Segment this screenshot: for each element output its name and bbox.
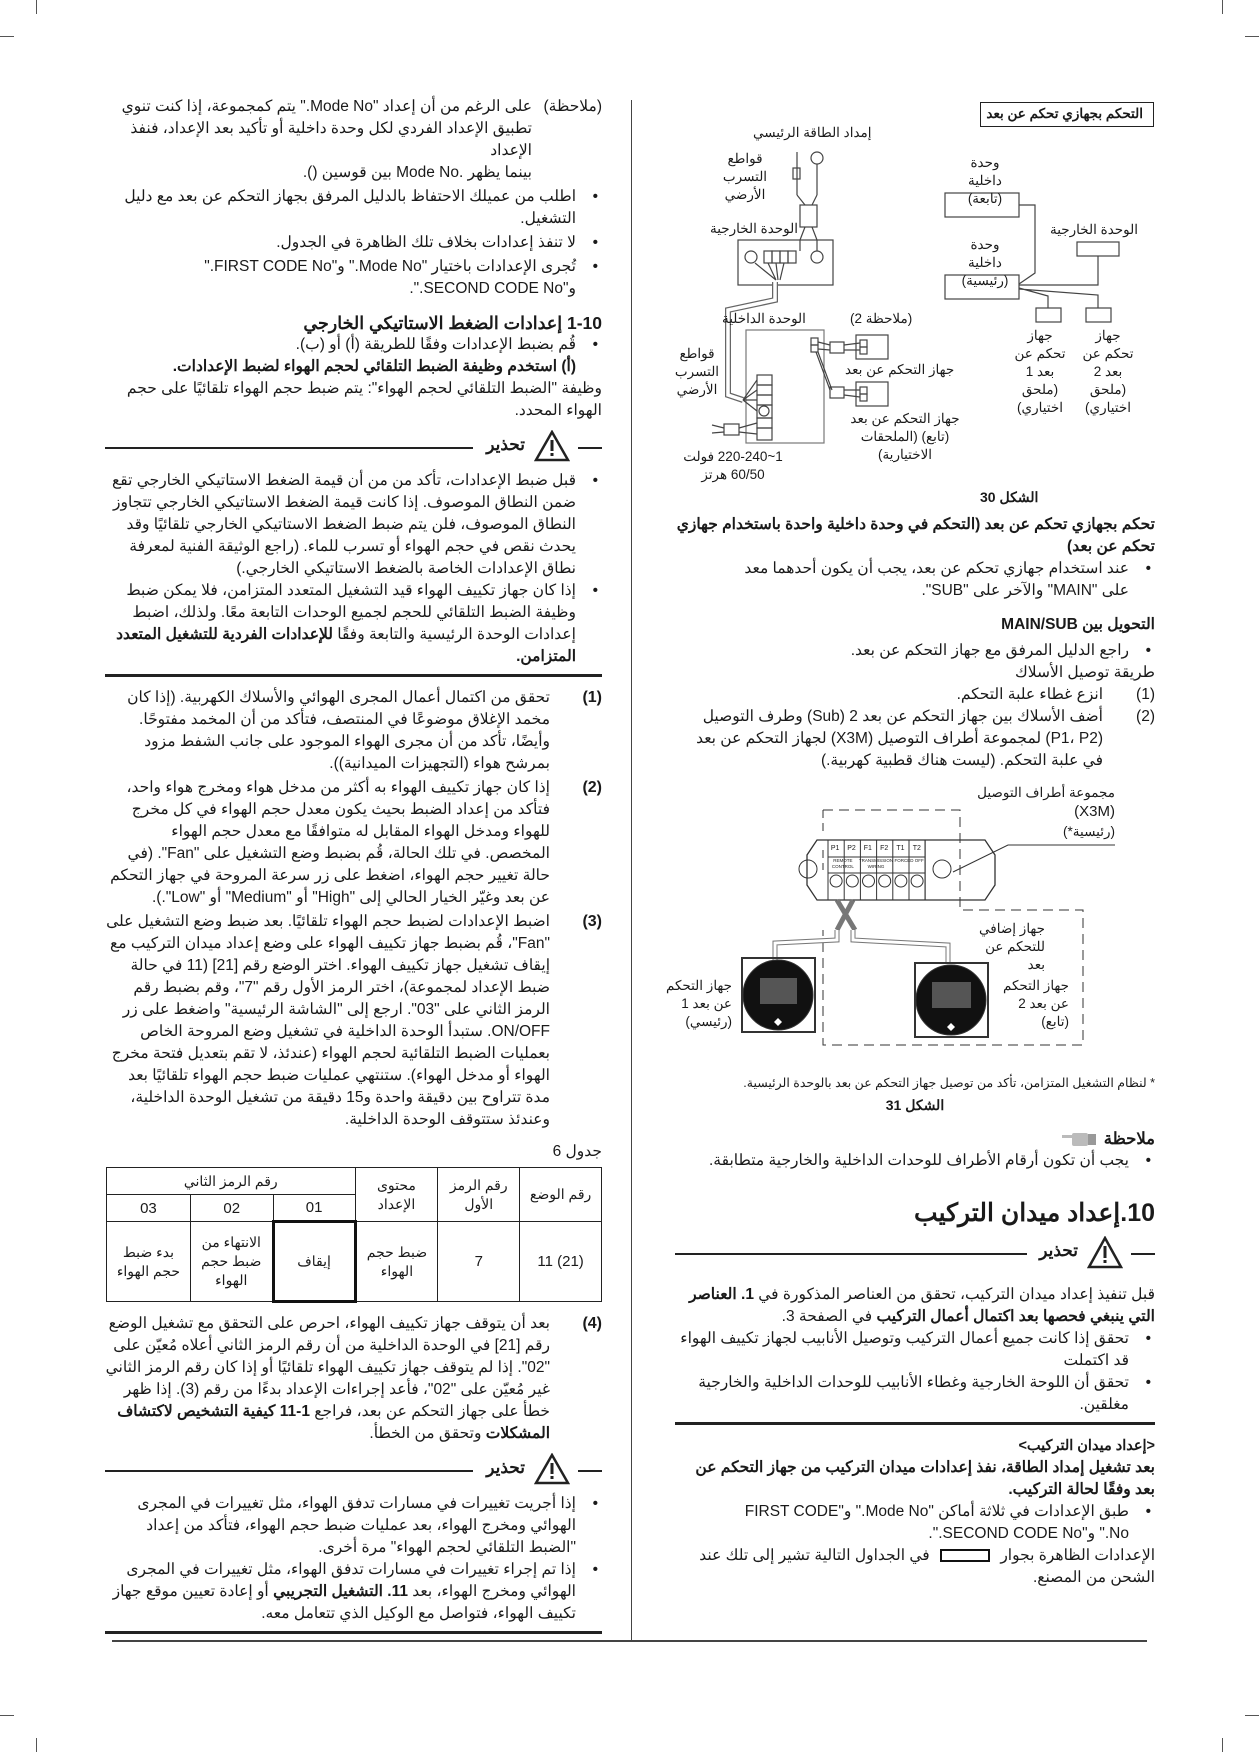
- bullet: • اطلب من عميلك الاحتفاظ بالدليل المرفق بجهاز التحكم عن بعد مع دليل التشغيل.: [105, 186, 602, 230]
- terminal-groups: [827, 858, 925, 870]
- warning-label: تحذير: [486, 1458, 525, 1477]
- text: إذا تم إجراء تغييرات في مسارات تدفق الهواء، مثل تغييرات في المجرى الهوائي ومخرج الهواء، بعد: [126, 1561, 576, 1600]
- bullet: • تُجرى الإعدادات باختيار "Mode No." و"FIRST CODE No." و"SECOND CODE No.".: [105, 256, 602, 300]
- label-main-star: (رئيسية*): [1063, 824, 1115, 839]
- th-second-code: رقم الرمز الثاني: [107, 1168, 356, 1195]
- terminal-screw: [911, 875, 923, 887]
- check-bullet: • تحقق أن اللوحة الخارجية وغطاء الأنابيب للوحدات الداخلية والخارجية مغلقين.: [675, 1372, 1155, 1416]
- label-rc2: جهاز التحكم عن بعد 2 (تابع): [1002, 978, 1069, 1029]
- text: في الصفحة 3.: [781, 1308, 877, 1325]
- td-first-code: 7: [438, 1222, 520, 1302]
- terminal-strip: [827, 843, 925, 855]
- terminal-p2: P2: [847, 845, 856, 852]
- field-setting-instruction: بعد تشغيل إمداد الطاقة، نفذ إعدادات ميدان التركيب من جهاز التحكم عن بعد وفقًا لحالة التركيب.: [695, 1459, 1155, 1498]
- crop-mark: [1222, 1738, 1223, 1752]
- step-text: وتحقق من الخطأ.: [369, 1425, 486, 1442]
- bold-text: 11. التشغيل التجريبي: [273, 1583, 408, 1600]
- left-column: [105, 96, 602, 1644]
- right-column: [665, 514, 1155, 1589]
- warning-bullet: [105, 1559, 602, 1625]
- step-link: 1-11 كيفية التشخيص لاكتشاف المشكلات: [117, 1403, 550, 1442]
- crop-mark: [0, 36, 14, 37]
- step-text: انزع غطاء علبة التحكم.: [956, 686, 1103, 703]
- group-transmission: TRANSMISSION WIRING: [858, 858, 894, 869]
- note-bullet: • يجب أن تكون أرقام الأطراف للوحدات الداخلية والخارجية متطابقة.: [675, 1150, 1155, 1172]
- step-number: (3): [582, 913, 602, 930]
- warning-header: [105, 1453, 602, 1487]
- box-title: التحكم بجهازي تحكم عن بعد: [980, 102, 1154, 127]
- step-2: [105, 777, 602, 909]
- terminal-f2: F2: [880, 845, 889, 852]
- bullet: • طبق الإعدادات في ثلاثة أماكن "Mode No." و"FIRST CODE No." و"SECOND CODE No.".: [675, 1501, 1155, 1545]
- label-terminal-group: مجموعة أطراف التوصيل: [977, 785, 1115, 800]
- step-text: أضف الأسلاك بين جهاز التحكم عن بعد 2 (Sub) وطرف التوصيل (P1، P2) لمجموعة أطراف التوصيل (X3M) لجهاز التحكم عن بعد في علبة التحكم. (ليست هناك قطبية كهربية.): [696, 708, 1103, 769]
- warning-bullet: [105, 580, 602, 668]
- method-a-desc: وظيفة "الضبط التلقائي لحجم الهواء": يتم ضبط حجم الهواء تلقائيًا على حجم الهواء المحدد.: [126, 380, 602, 419]
- table-caption: جدول 6: [552, 1143, 602, 1160]
- td-mode: 11 (21): [520, 1222, 602, 1302]
- label-main-power: إمداد الطاقة الرئيسي: [753, 125, 872, 140]
- label-power-spec: 1~220-240 فولت 60/50 هرتز: [683, 449, 783, 482]
- step-4: [105, 1313, 602, 1445]
- warning-header: [675, 1236, 1155, 1270]
- terminal-f1: F1: [863, 845, 872, 852]
- section-heading-10: 10.إعداد ميدان التركيب: [914, 1199, 1155, 1227]
- th-first-code: رقم الرمز الأول: [438, 1168, 520, 1222]
- step-text: بعد أن يتوقف جهاز تكييف الهواء، احرص على التحقق مع تشغيل الوضع رقم [21] في الوحدة الداخلية من أن رقم الرمز الثاني أعلاه مُعيّن على "02". إذا لم يتوقف جهاز تكييف الهواء تلقائيًا أو إذا كان رقم الرمز الثاني غير مُعيّن على "02"، فأعد إجراءات الإعداد بدءًا من رقم (3). إذا ظهر خطأ على جهاز التحكم عن بعد، فراجع: [105, 1315, 550, 1420]
- step-number: (4): [582, 1315, 602, 1332]
- column-divider: [631, 100, 632, 1640]
- footnote: * لنظام التشغيل المتزامن، تأكد من توصيل جهاز التحكم عن بعد بالوحدة الرئيسية.: [743, 1076, 1155, 1090]
- step-number: (2): [582, 779, 602, 796]
- factory-note: [675, 1545, 1155, 1589]
- terminal-screw: [895, 875, 907, 887]
- th-03: 03: [107, 1195, 191, 1222]
- factory-default-marker: [940, 1549, 990, 1562]
- bullet: • راجع الدليل المرفق مع جهاز التحكم عن بعد.: [675, 640, 1155, 662]
- warning-label: تحذير: [486, 435, 525, 454]
- table-6: [106, 1167, 602, 1303]
- figure-caption: الشكل 31: [885, 1097, 945, 1113]
- warning-bullet: • قبل ضبط الإعدادات، تأكد من من أن قيمة الضغط الاستاتيكي الخارجي تقع ضمن النطاق الموصوف. إذا كانت قيمة الضغط الاستاتيكي الخارجي تتجاوز النطاق الموصوف، فلن يتم ضبط الضغط الاستاتيكي الخارجي تلقائيًا وقد يحدث نقص في حجم الهواء أو تسرب للماء. (راجع الوثيقة الفنية لمعرفة نطاق الإعدادات الخاصة بالضغط الاستاتيكي الخارجي.): [105, 470, 602, 580]
- crop-mark: [1245, 1715, 1259, 1716]
- group-remote-control: REMOTE CONTROL: [831, 858, 854, 869]
- note-line: على الرغم من أن إعداد "Mode No." يتم كمجموعة، إذا كنت تنوي: [121, 98, 532, 115]
- subheading-main-sub: التحويل بين MAIN/SUB: [1001, 616, 1155, 633]
- th-02: 02: [190, 1195, 273, 1222]
- label-indoor-unit: الوحدة الداخلية: [722, 311, 806, 326]
- step-1: [105, 687, 602, 775]
- step-number: (2): [1136, 708, 1155, 725]
- label-rc2: جهاز تحكم عن بعد 2 (ملحق اختياري): [1082, 328, 1134, 415]
- label-rc1: جهاز التحكم عن بعد 1 (رئيسي): [665, 978, 732, 1029]
- crop-mark: [1245, 36, 1259, 37]
- td-01-default: إيقاف: [273, 1222, 355, 1302]
- th-setting-content: محتوى الإعداد: [355, 1168, 438, 1222]
- bullet: • لا تنفذ إعدادات بخلاف تلك الظاهرة في الجدول.: [105, 232, 602, 254]
- note-block: [105, 96, 602, 184]
- warning-icon: [1087, 1236, 1123, 1270]
- group-forced-off: FORCED OFF: [894, 858, 924, 863]
- step-number: (1): [582, 689, 602, 706]
- label-earth-breaker: قواطع التسرب الأرضي: [722, 151, 768, 202]
- note-line: بينما يظهر .Mode No بين قوسين ().: [302, 164, 532, 181]
- step-text: اضبط الإعدادات لضبط حجم الهواء تلقائيًا. بعد ضبط وضع التشغيل على "Fan"، قُم بضبط جهاز تكييف الهواء على وضع إعداد ميدان التركيب مع إيقاف تشغيل جهاز تكييف الهواء. اختر الوضع رقم [21] (11 في حالة ضبط الإعداد لمجموعة)، اختر الرمز الأول رقم "7"، وقم بضبط رقم الرمز الثاني على "03". ارجع إلى "الشاشة الرئيسية" واضغط على زر ON/OFF. ستبدأ الوحدة الداخلية في تشغيل وضع المروحة الخاص بعمليات الضبط التلقائية لحجم الهواء (عندئذ، لا تقم بتعديل فتحة مخرج الهواء أو مدخل الهواء). ستنتهي عمليات ضبط حجم الهواء تلقائيًا بعد مدة تتراوح بين دقيقة واحدة و15 دقيقة من تشغيل الوحدة الداخلية، وعندئذ ستتوقف الوحدة الداخلية.: [106, 913, 550, 1128]
- warning-end-rule: [105, 1631, 602, 1634]
- step-3: [105, 911, 602, 1131]
- step-text: تحقق من اكتمال أعمال المجرى الهوائي والأسلاك الكهربية. (إذا كان مخمد الإغلاق موضوعًا في المنتصف، فتأكد من أن المخمد مفتوحًا. وأيضًا، تأكد من أن مجرى الهواء الموجود على جانب الشفط مزود بمرشح هواء (التجهيزات الميدانية)).: [127, 689, 550, 772]
- td-03: بدء ضبط حجم الهواء: [107, 1222, 191, 1302]
- warning-icon: [534, 1453, 570, 1485]
- pointing-hand-icon: [1062, 1130, 1096, 1148]
- label-extra-rc: جهاز إضافي للتحكم عن بعد: [979, 921, 1045, 972]
- method-a: (أ) استخدم وظيفة الضبط التلقائي لحجم الهواء لضبط الإعدادات.: [172, 358, 576, 375]
- td-02: الانتهاء من ضبط حجم الهواء: [190, 1222, 273, 1302]
- text: قبل تنفيذ إعداد ميدان التركيب، تحقق من العناصر المذكورة في: [753, 1286, 1155, 1303]
- text: في الجداول التالية تشير إلى تلك عند الشحن من المصنع.: [699, 1547, 1155, 1586]
- terminal-screw: [863, 875, 875, 887]
- warning-header: [105, 430, 602, 464]
- field-warning-intro: [675, 1284, 1155, 1328]
- section-heading-1-10: 1-10 إعدادات الضغط الاستاتيكي الخارجي: [303, 313, 602, 333]
- terminal-screw: [879, 875, 891, 887]
- crop-mark: [1222, 0, 1223, 14]
- label-remote: جهاز التحكم عن بعد: [845, 362, 955, 377]
- step-number: (1): [1136, 686, 1155, 703]
- step-text: إذا كان جهاز تكييف الهواء به أكثر من مدخل هواء ومخرج هواء واحد، فتأكد من إعداد الضبط بحيث يكون معدل حجم الهواء في كل مخرج للهواء ومدخل الهواء المقابل له متوافقًا مع معدل حجم الهواء المخصص. في تلك الحالة، قُم بضبط وضع التشغيل على "Fan". (في حالة تغيير حجم الهواء، اضغط على زر سرعة المروحة في جهاز التحكم عن بعد وغيّر الخيار الحالي إلى "High" أو "Medium" أو "Low".).: [110, 779, 550, 906]
- crop-mark: [36, 0, 37, 14]
- check-bullet: • تحقق إذا كانت جميع أعمال التركيب وتوصيل الأنابيب لجهاز تكييف الهواء قد اكتملت: [675, 1328, 1155, 1372]
- warning-end-rule: [105, 674, 602, 677]
- label-x3m: (X3M): [1074, 803, 1115, 820]
- warning-end-rule: [675, 1422, 1155, 1425]
- note-line: تطبيق الإعداد الفردي لكل وحدة داخلية أو تأكيد بعد الإعداد، فنفذ الإعداد: [130, 120, 532, 159]
- label-indoor-main: وحدة داخلية (رئيسية): [961, 237, 1009, 288]
- label-earth-breaker-2: قواطع التسرب الأرضي: [674, 346, 720, 397]
- bullet: • عند استخدام جهازي تحكم عن بعد، يجب أن يكون أحدهما معد على "MAIN" والآخر على "SUB".: [675, 558, 1155, 602]
- bullet: • قُم بضبط الإعدادات وفقًا للطريقة (أ) أو (ب).: [105, 334, 602, 356]
- bold-text: 1. العناصر التي ينبغي فحصها بعد اكتمال أعمال التركيب: [689, 1286, 1155, 1325]
- wiring-step-2: [675, 706, 1155, 772]
- text: الإعدادات الظاهرة بجوار: [1000, 1547, 1155, 1564]
- terminal-t1: T1: [896, 845, 905, 852]
- figure-caption: الشكل 30: [980, 489, 1039, 505]
- label-remote-sub: جهاز التحكم عن بعد (تابع) (الملحقات الاختيارية): [850, 411, 960, 462]
- label-indoor-sub: وحدة داخلية (تابعة): [967, 155, 1003, 206]
- field-setting-title: <إعداد ميدان التركيب>: [1018, 1438, 1155, 1454]
- th-mode-no: رقم الوضع: [520, 1168, 602, 1222]
- crop-mark: [36, 1738, 37, 1752]
- bold-text: للإعدادات الفردية للتشغيل المتعدد المتزامن.: [116, 626, 576, 665]
- label-outdoor-unit: الوحدة الخارجية: [710, 221, 798, 236]
- figure-31: [635, 780, 1155, 1070]
- label-rc1: جهاز تحكم عن بعد 1 (ملحق اختياري): [1014, 328, 1066, 415]
- crop-mark: [0, 1715, 14, 1716]
- th-01: 01: [273, 1195, 355, 1222]
- label-note2: (ملاحظة 2): [850, 311, 913, 326]
- terminal-t2: T2: [912, 845, 921, 852]
- subheading: تحكم بجهازي تحكم عن بعد (التحكم في وحدة داخلية واحدة باستخدام جهازي تحكم عن بعد): [676, 516, 1155, 555]
- note-header: [675, 1128, 1155, 1150]
- warning-label: تحذير: [1039, 1241, 1078, 1260]
- note-label: ملاحظة: [1103, 1130, 1155, 1148]
- wiring-method: طريقة توصيل الأسلاك: [1014, 664, 1155, 681]
- warning-bullet: • إذا أجريت تغييرات في مسارات تدفق الهواء، مثل تغييرات في المجرى الهوائي ومخرج الهواء، بعد عمليات ضبط حجم الهواء، فتأكد من إعداد "الضبط التلقائي لحجم الهواء" مرة أخرى.: [105, 1493, 602, 1559]
- label-outdoor-unit-2: الوحدة الخارجية: [1050, 222, 1138, 237]
- terminal-p1: P1: [830, 845, 840, 852]
- text: أو إعادة تعيين موقع جهاز تكييف الهواء، فتواصل مع الوكيل الذي تتعامل معه.: [112, 1583, 576, 1622]
- warning-icon: [534, 430, 570, 462]
- figure-30: [650, 90, 1170, 510]
- note-label: (ملاحظة): [543, 98, 602, 115]
- text: إذا كان جهاز تكييف الهواء قيد التشغيل المتعدد المتزامن، فلا يمكن ضبط وظيفة الضبط التلقائي للحجم لجميع الوحدات التابعة معًا. ولذلك، اضبط إعدادات الوحدة الرئيسية والتابعة وفقًا: [126, 582, 576, 643]
- td-content: ضبط حجم الهواء: [355, 1222, 438, 1302]
- wiring-step-1: [675, 684, 1155, 706]
- terminal-screw: [830, 875, 842, 887]
- terminal-screw: [846, 875, 858, 887]
